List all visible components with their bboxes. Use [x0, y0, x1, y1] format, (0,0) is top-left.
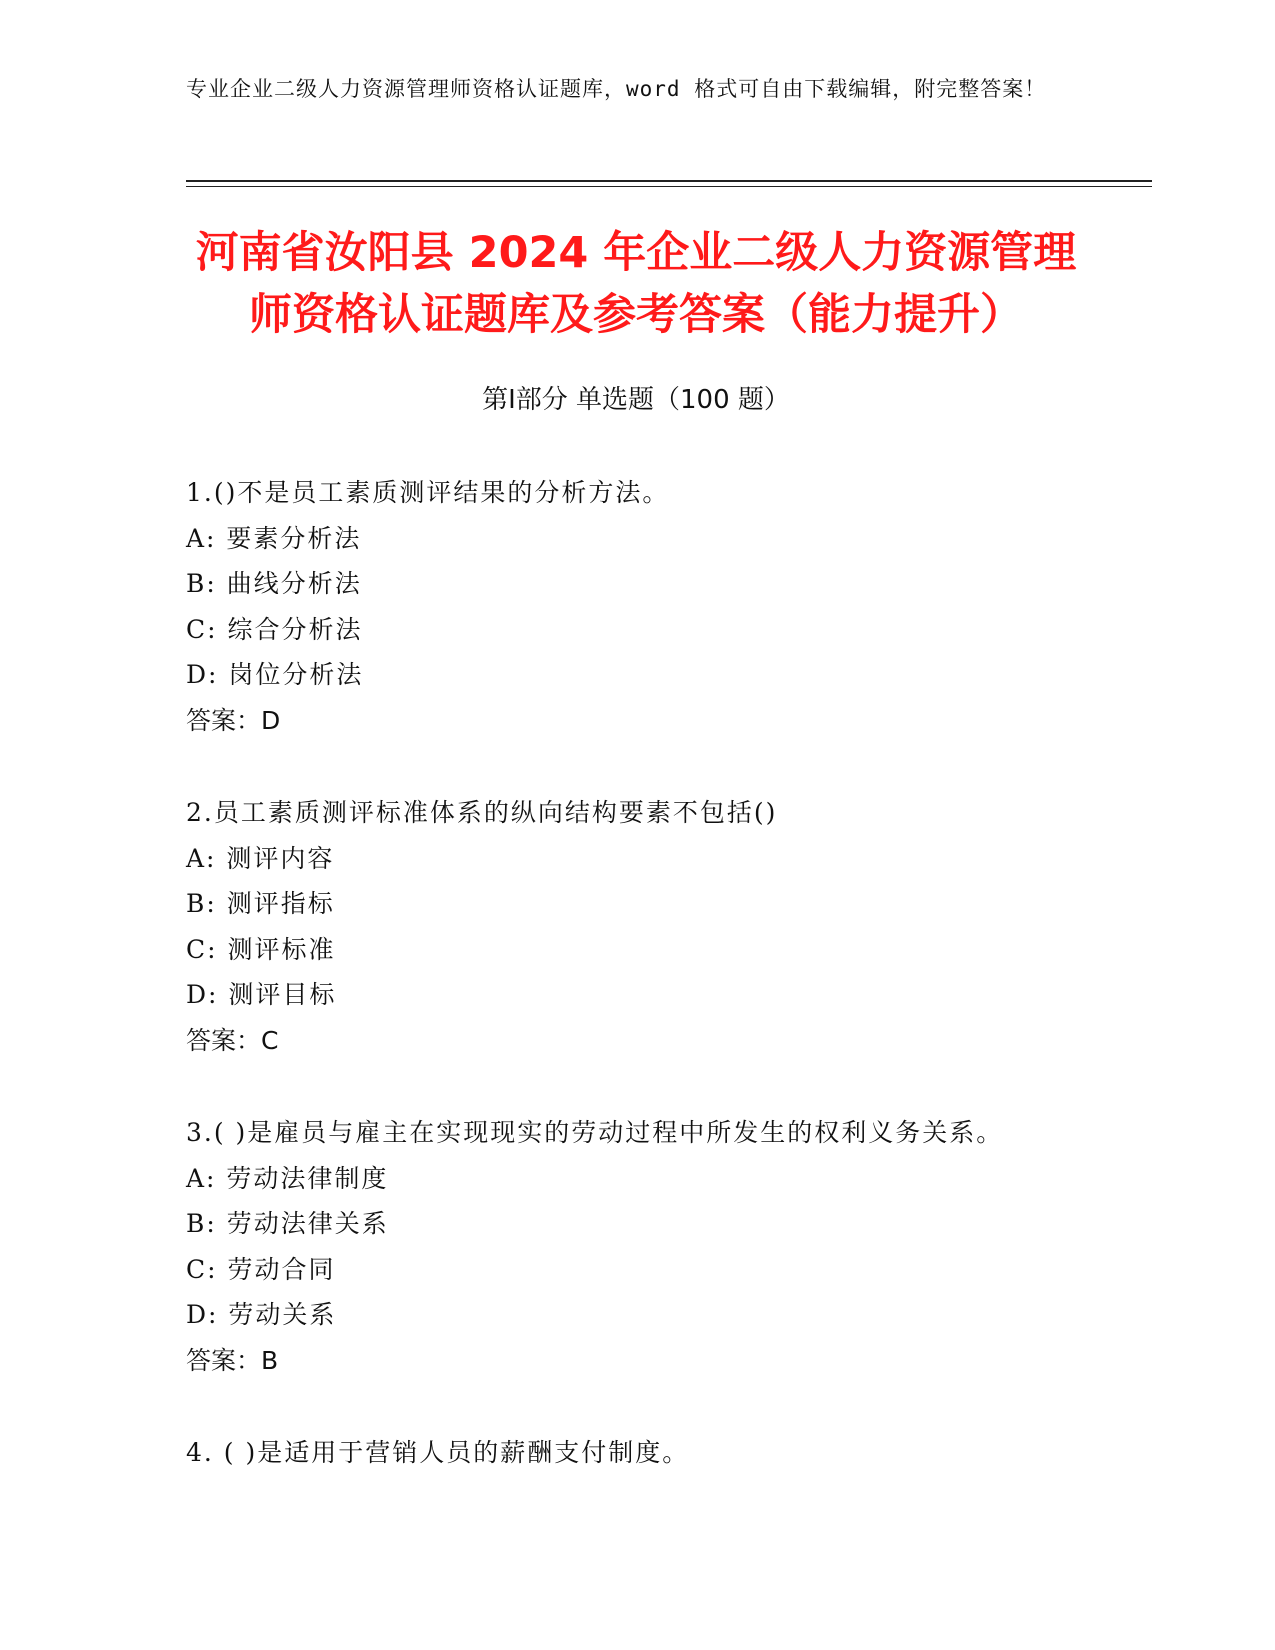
header-divider-thick	[186, 180, 1152, 182]
option-d: D: 测评目标	[186, 980, 337, 1009]
question-stem: 4. ( )是适用于营销人员的薪酬支付制度。	[186, 1438, 690, 1467]
option-c: C: 劳动合同	[186, 1254, 336, 1284]
section-title: 第Ⅰ部分 单选题（100 题）	[482, 385, 790, 415]
answer: 答案：B	[186, 1345, 279, 1375]
question-stem: 2.员工素质测评标准体系的纵向结构要素不包括()	[186, 798, 778, 827]
question-4	[186, 1430, 1146, 1476]
question-3	[186, 1110, 1146, 1383]
option-d: D: 劳动关系	[186, 1300, 337, 1329]
answer: 答案：D	[186, 705, 281, 735]
question-stem: 1.()不是员工素质测评结果的分析方法。	[186, 478, 670, 507]
option-a: A: 劳动法律制度	[186, 1163, 389, 1193]
option-b: B: 曲线分析法	[186, 569, 362, 598]
option-b: B: 劳动法律关系	[186, 1209, 389, 1238]
question-stem: 3.( )是雇员与雇主在实现现实的劳动过程中所发生的权利义务关系。	[186, 1118, 1004, 1147]
question-2	[186, 790, 1146, 1063]
option-d: D: 岗位分析法	[186, 660, 364, 689]
question-1	[186, 470, 1146, 743]
header-divider-thin	[186, 186, 1152, 187]
document-title: 河南省汝阳县 2024 年企业二级人力资源管理师资格认证题库及参考答案（能力提升）	[195, 228, 1077, 340]
header-note: 专业企业二级人力资源管理师资格认证题库，word 格式可自由下载编辑，附完整答案！	[186, 77, 1047, 101]
option-a: A: 测评内容	[186, 843, 335, 873]
option-a: A: 要素分析法	[186, 523, 362, 553]
option-c: C: 综合分析法	[186, 614, 363, 644]
option-b: B: 测评指标	[186, 889, 335, 918]
option-c: C: 测评标准	[186, 934, 336, 964]
answer: 答案：C	[186, 1025, 279, 1055]
question-list	[186, 470, 1146, 1523]
